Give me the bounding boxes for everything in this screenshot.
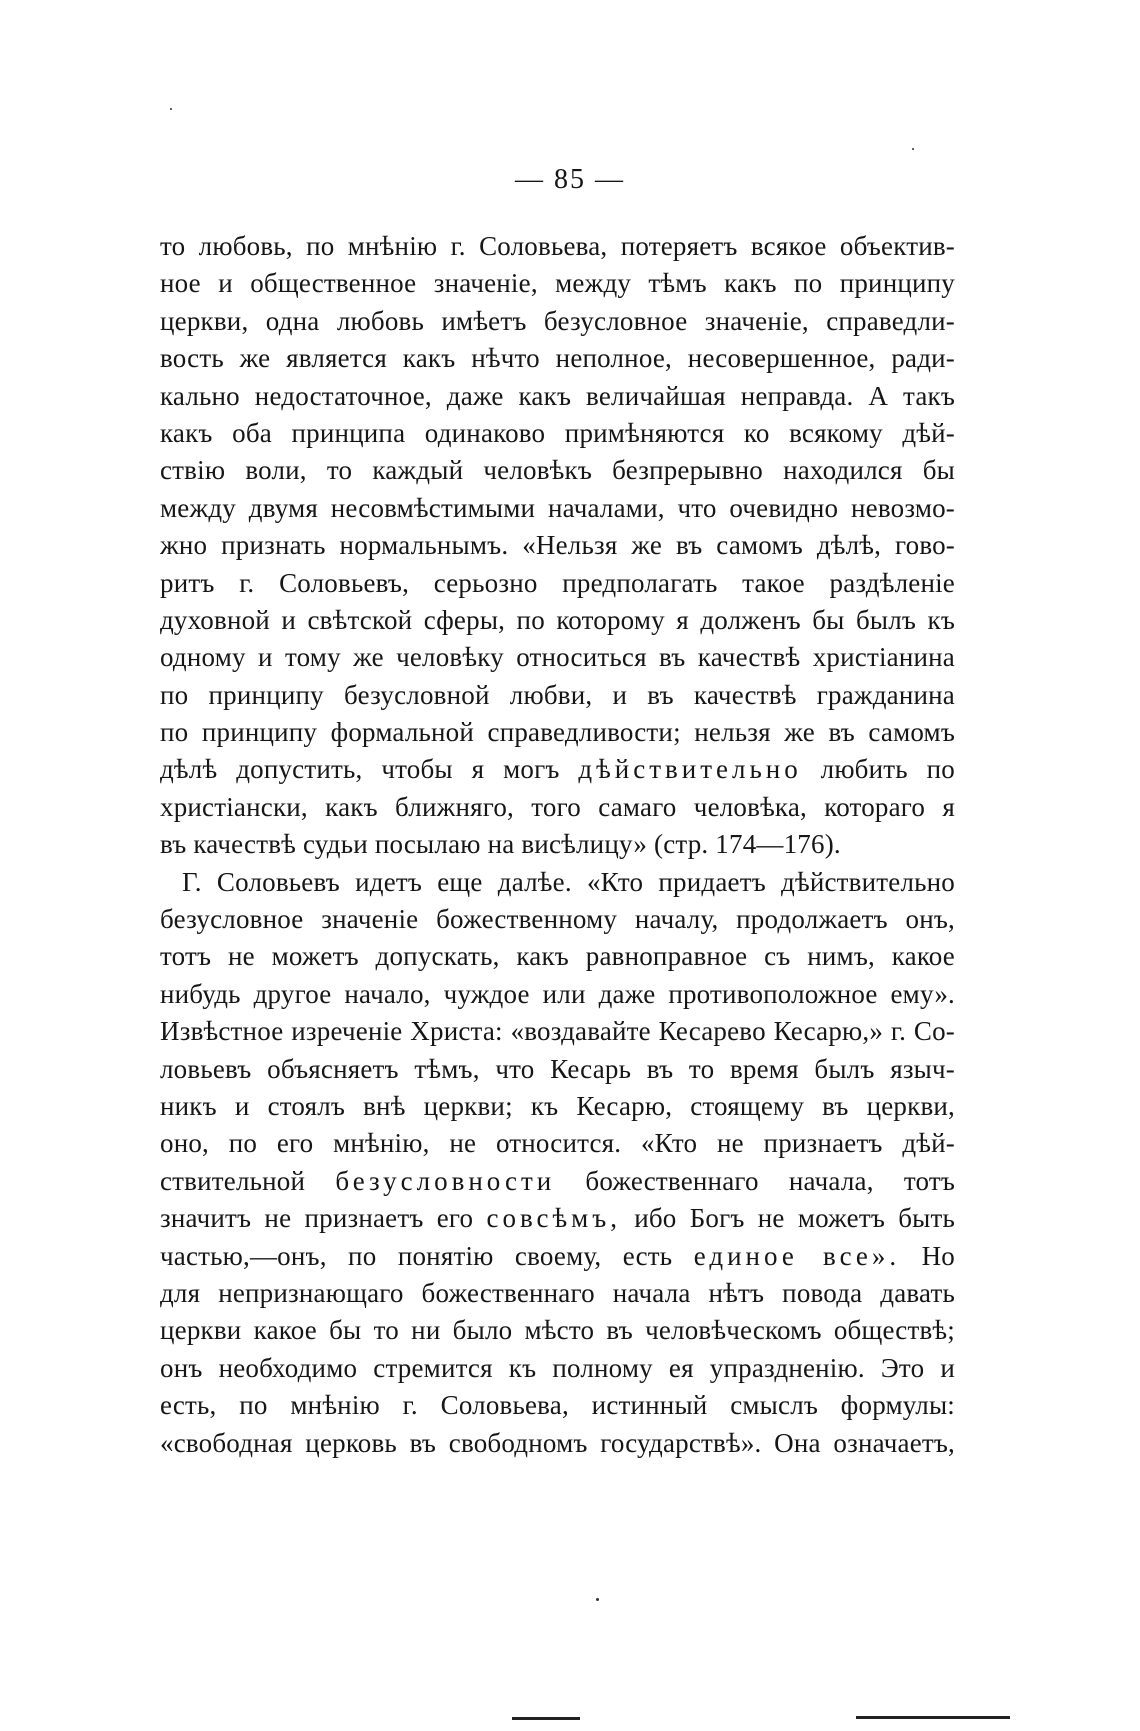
text-fragment: дѣлѣ допустить, чтобы я могъ (160, 754, 560, 785)
text-line: есть, по мнѣнію г. Соловьева, истинный смыслъ формулы: (160, 1390, 955, 1421)
text-line: церкви какое бы то ни было мѣсто въ человѣческомъ обществѣ; (160, 1315, 955, 1346)
main-text (160, 228, 955, 1462)
text-line: онъ необходимо стремится къ полному ея упраздненію. Это и (160, 1352, 955, 1383)
text-fragment: частью,—онъ, по понятію своему, есть (160, 1240, 673, 1271)
text-line: нибудь другое начало, чуждое или даже противоположное ему». (160, 978, 955, 1009)
text-line-with-emphasis (160, 1238, 955, 1275)
text-line: оно, по его мнѣнію, не относится. «Кто не признаетъ дѣй- (160, 1128, 955, 1159)
text-line: для непризнающаго божественнаго начала нѣтъ повода давать (160, 1277, 955, 1308)
text-line: никъ и стоялъ внѣ церкви; къ Кесарю, стоящему въ церкви, (160, 1090, 955, 1121)
emphasis-spaced: дѣйствительно (578, 754, 802, 785)
text-line: вость же является какъ нѣчто неполное, несовершенное, ради- (160, 343, 955, 374)
scan-speck (170, 108, 172, 110)
scan-speck (596, 1598, 599, 1601)
text-line: безусловное значеніе божественному началу, продолжаетъ онъ, (160, 904, 955, 935)
text-line: христіански, какъ ближняго, того самаго человѣка, котораго я (160, 791, 955, 822)
text-line-with-emphasis (160, 1200, 955, 1237)
text-line: одному и тому же человѣку относиться въ качествѣ христіанина (160, 642, 955, 673)
text-line: Извѣстное изреченіе Христа: «воздавайте Кесарево Кесарю,» г. Со- (160, 1016, 955, 1047)
emphasis-spaced: безусловности (335, 1165, 556, 1196)
emphasis-spaced: единое все». (693, 1240, 901, 1271)
paragraph-start-line: Г. Соловьевъ идетъ еще далѣе. «Кто придаетъ дѣйствительно (182, 866, 955, 897)
text-line: ритъ г. Соловьевъ, серьозно предполагать такое раздѣленіе (160, 567, 955, 598)
scan-speck (912, 148, 914, 150)
text-line: тотъ не можетъ допускать, какъ равноправное съ нимъ, какое (160, 941, 955, 972)
text-fragment: Но (921, 1240, 955, 1271)
emphasis-spaced: совсѣмъ, (486, 1203, 621, 1234)
text-line: ловьевъ объясняетъ тѣмъ, что Кесарь въ то время былъ языч- (160, 1053, 955, 1084)
text-line-with-emphasis (160, 1163, 955, 1200)
text-line: ное и общественное значеніе, между тѣмъ какъ по принципу (160, 268, 955, 299)
scan-mark-bottom-left (512, 1717, 580, 1720)
text-fragment: ствительной (160, 1165, 306, 1196)
text-line: по принципу формальной справедливости; нельзя же въ самомъ (160, 717, 955, 748)
text-line: по принципу безусловной любви, и въ качествѣ гражданина (160, 679, 955, 710)
text-line-with-emphasis (160, 751, 955, 788)
text-line: кально недостаточное, даже какъ величайшая неправда. А такъ (160, 380, 955, 411)
text-line: какъ оба принципа одинаково примѣняются ко всякому дѣй- (160, 417, 955, 448)
text-fragment: ибо Богъ не можетъ быть (634, 1203, 955, 1234)
scan-mark-bottom-right (856, 1716, 1010, 1719)
text-line: «свободная церковь въ свободномъ государствѣ». Она означаетъ, (160, 1427, 955, 1458)
text-line: то любовь, по мнѣнію г. Соловьева, потеряетъ всякое объектив- (160, 231, 955, 261)
text-fragment: божественнаго начала, тотъ (585, 1165, 955, 1196)
text-line: церкви, одна любовь имѣетъ безусловное значеніе, справедли- (160, 305, 955, 336)
text-line: жно признать нормальнымъ. «Нельзя же въ самомъ дѣлѣ, гово- (160, 530, 955, 561)
text-line: въ качествѣ судьи посылаю на висѣлицу» (стр. 174—176). (160, 829, 841, 860)
page-number: — 85 — (515, 164, 625, 195)
text-fragment: значитъ не признаетъ его (160, 1203, 474, 1234)
text-fragment: любить по (820, 754, 955, 785)
text-line: духовной и свѣтской сферы, по которому я долженъ бы былъ къ (160, 604, 955, 635)
text-line: между двумя несовмѣстимыми началами, что очевидно невозмо- (160, 492, 955, 523)
text-line: ствію воли, то каждый человѣкъ безпрерывно находился бы (160, 455, 955, 486)
